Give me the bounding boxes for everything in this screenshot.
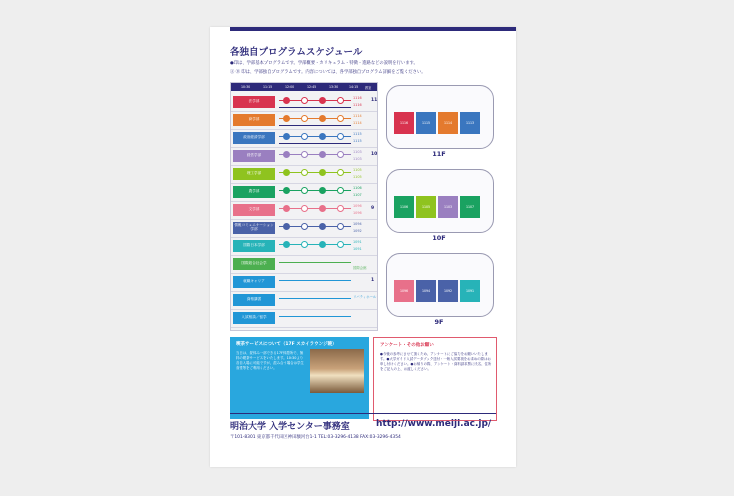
room-number: 1107 [353,193,362,197]
faculty-label: 経営学部 [233,150,275,162]
legend-note-basic: ●印は、学部基本プログラムです。学部概要・カリキュラム・特徴・進路などの説明を行います。 [230,61,418,66]
time-header-label: 14:15 [349,85,359,89]
faculty-label: 国際総合社会学 [233,258,275,270]
program-marker-icon [337,115,344,122]
room-number: 1096 [353,204,362,208]
program-marker-icon [337,223,344,230]
schedule-row [231,93,377,112]
schedule-row [231,111,377,130]
cafe-body: 当日は、昼休み一部できる17F休憩所で、無料の喫茶サービスをいたします。10:30より各自入場に可能ですが、混み合う場合は学生食堂等をご利用ください。 [236,351,304,371]
room-number: 国際会館 [353,266,367,270]
room-block: 1115 [416,112,436,134]
program-marker-icon [283,97,290,104]
room-number: 1103 [353,150,362,154]
room-block: 1116 [394,112,414,134]
room-number: 1115 [353,139,362,143]
program-timeline [279,298,351,299]
program-marker-icon [283,205,290,212]
consultation-bar [279,143,351,144]
time-header-label: 教室 [365,86,372,90]
floor-maps [380,82,498,329]
program-marker-icon [319,151,326,158]
room-number: 1115 [353,132,362,136]
time-header-label: 13:30 [329,85,339,89]
program-marker-icon [283,151,290,158]
room-number: 1114 [353,114,362,118]
program-marker-icon [283,133,290,140]
room-block: 1103 [438,196,458,218]
room-number: 1116 [353,96,362,100]
program-marker-icon [337,169,344,176]
program-marker-icon [319,187,326,194]
room-number: 1114 [353,121,362,125]
program-marker-icon [283,223,290,230]
schedule-row [231,237,377,256]
program-marker-icon [283,169,290,176]
consultation-bar [279,125,351,126]
program-marker-icon [319,205,326,212]
time-header-label: 10:30 [241,85,251,89]
legend-note-original: Ⓐ Ⓑ 印は、学部独自プログラムです。内容については、各学部独自プログラム詳細をご覧ください。 [230,70,426,75]
room-number: 1105 [353,168,362,172]
schedule-row [231,129,377,148]
program-marker-icon [337,241,344,248]
program-marker-icon [319,133,326,140]
office-name: 明治大学 入学センター事務室 [230,422,350,432]
floor-indicator: 10 [371,152,378,157]
room-number: 1091 [353,247,362,251]
faculty-label: 文学部 [233,204,275,216]
room-number: リバティホール [353,295,377,299]
program-marker-icon [337,97,344,104]
program-marker-icon [319,97,326,104]
page-title: 各独自プログラムスケジュール [230,47,363,58]
floor-indicator: 11 [371,98,378,103]
floor-map [380,82,498,158]
room-number: 1094 [353,222,362,226]
schedule-row [231,291,377,310]
program-timeline [279,316,351,317]
consultation-bar [279,107,351,108]
schedule-row [231,183,377,202]
program-marker-icon [283,241,290,248]
program-marker-icon [301,187,308,194]
program-marker-icon [337,133,344,140]
faculty-label: 法学部 [233,96,275,108]
room-number: 1105 [353,175,362,179]
floor-indicator: 9 [371,206,375,211]
survey-box [373,337,497,421]
room-number: 1106 [353,186,362,190]
program-marker-icon [283,187,290,194]
program-marker-icon [337,205,344,212]
program-marker-icon [301,115,308,122]
room-number: 1091 [353,240,362,244]
room-block: 1113 [460,112,480,134]
room-block: 1092 [438,280,458,302]
time-header-label: 12:45 [307,85,317,89]
program-marker-icon [301,205,308,212]
survey-title: アンケート・その他お願い [380,343,434,348]
faculty-label: 政治経済学部 [233,132,275,144]
program-marker-icon [301,97,308,104]
floor-label: 9F [434,318,444,326]
schedule-row [231,219,377,238]
faculty-label: 国際日本学部 [233,240,275,252]
schedule-row [231,165,377,184]
schedule-row [231,201,377,220]
room-number: 1096 [353,211,362,215]
program-marker-icon [301,223,308,230]
website-link[interactable]: http://www.meiji.ac.jp/ [376,419,492,429]
schedule-table [230,82,378,331]
room-block: 1114 [438,112,458,134]
program-marker-icon [301,151,308,158]
faculty-label: 理工学部 [233,168,275,180]
floor-map [380,166,498,242]
floor-map [380,250,498,326]
footer-rule [230,413,496,414]
room-number: 1103 [353,157,362,161]
program-marker-icon [301,133,308,140]
faculty-label: 農学部 [233,186,275,198]
room-block: 1096 [394,280,414,302]
flyer-page [210,27,516,467]
program-marker-icon [319,241,326,248]
floor-label: 10F [432,234,446,242]
faculty-label: 情報コミュニケーション学部 [233,222,275,234]
program-marker-icon [337,187,344,194]
faculty-label: 商学部 [233,114,275,126]
cafe-photo [310,349,364,393]
schedule-row [231,255,377,274]
room-block: 1094 [416,280,436,302]
floor-indicator: 1 [371,278,375,283]
room-block: 1091 [460,280,480,302]
program-marker-icon [301,241,308,248]
time-header-label: 11:15 [263,85,273,89]
program-marker-icon [319,169,326,176]
schedule-time-header [231,83,377,91]
cafe-service-box [230,337,369,419]
program-marker-icon [283,115,290,122]
faculty-label: 資格講習 [233,294,275,306]
room-block: 1107 [460,196,480,218]
floor-label: 11F [432,150,446,158]
schedule-row [231,273,377,292]
room-number: 1092 [353,229,362,233]
cafe-title: 喫茶サービスについて（17F スカイラウンジ暁） [236,342,337,347]
faculty-label: 就職キャリア [233,276,275,288]
time-header-label: 12:00 [285,85,295,89]
program-timeline [279,262,351,263]
top-rule [230,27,516,31]
contact-address: 〒101-8301 東京都千代田区神田駿河台1-1 TEL:03-3296-4138 FAX:03-3296-4354 [230,435,401,440]
program-marker-icon [319,223,326,230]
room-block: 1105 [416,196,436,218]
program-timeline [279,280,351,281]
schedule-row [231,147,377,166]
survey-body: ●今後の参考にさせて頂くため、アンケートにご協力をお願いいたします。●大学ガイド入試データブック送付・一般入試要項をお求めの際はお申し付けください。●お帰りの際、アンケート・資料請求票に氏名、住所をご記入の上、お渡しください。 [380,352,492,372]
program-marker-icon [301,169,308,176]
program-marker-icon [319,115,326,122]
faculty-label: 入試相談／留学 [233,312,275,324]
schedule-row [231,309,377,328]
program-marker-icon [337,151,344,158]
room-block: 1106 [394,196,414,218]
room-number: 1116 [353,103,362,107]
